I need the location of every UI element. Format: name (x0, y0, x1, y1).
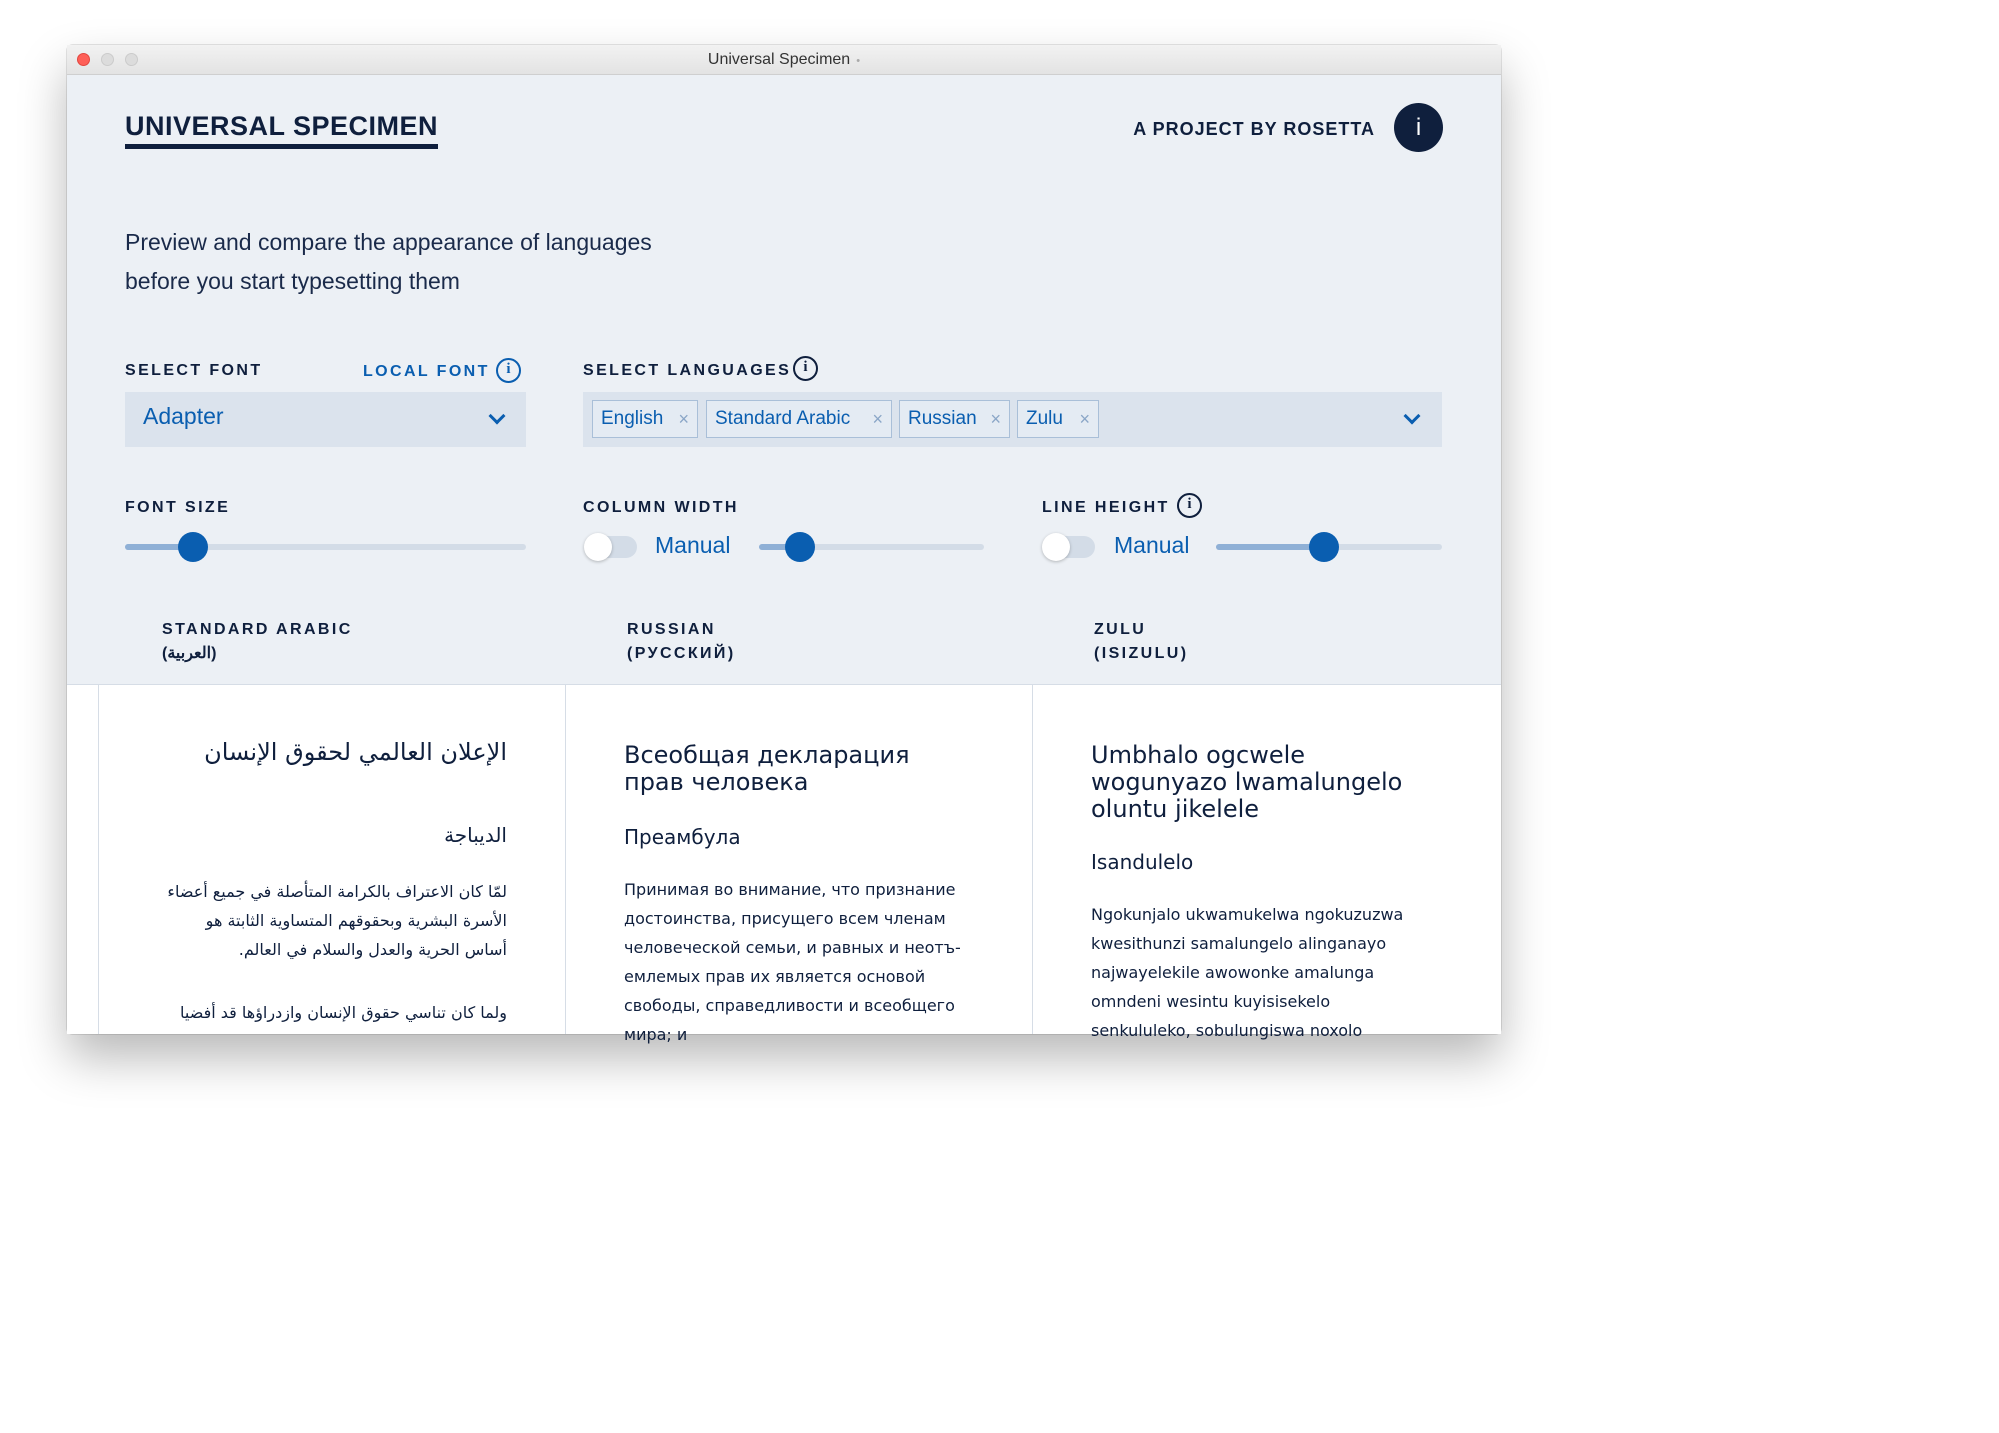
body-line: najwayelekile awowonke amalunga (1091, 963, 1375, 982)
font-select-value: Adapter (143, 403, 224, 429)
column-heading-russian (627, 618, 736, 666)
column-heading-line: ZULU (1094, 621, 1147, 638)
remove-tag-icon[interactable]: × (872, 409, 883, 429)
line-height-manual-toggle[interactable] (1043, 536, 1095, 558)
language-tag-label: Zulu (1026, 408, 1063, 429)
line-height-slider[interactable] (1216, 544, 1442, 550)
language-tag-standard-arabic (706, 400, 892, 438)
language-tag-label: English (601, 408, 664, 429)
app-window (67, 45, 1501, 1044)
column-width-manual-toggle[interactable] (585, 536, 637, 558)
column-heading-standard-arabic (162, 618, 353, 666)
local-font-link[interactable]: LOCAL FONT (363, 363, 490, 380)
language-tag-zulu (1017, 400, 1099, 438)
body-line: لمّا كان الاعتراف بالكرامة المتأصلة في جميع أعضاء (167, 882, 507, 901)
toggle-knob (584, 533, 612, 561)
column-heading-zulu (1094, 618, 1188, 666)
column-heading-native: (РУССКИЙ) (627, 645, 736, 662)
toggle-knob (1042, 533, 1070, 561)
select-font-label: SELECT FONT (125, 362, 263, 379)
title-line: Всеобщая декларация (624, 741, 910, 769)
column-heading-line: STANDARD ARABIC (162, 621, 353, 638)
body-line: أساس الحرية والعدل والسلام في العالم. (238, 940, 507, 959)
window-title-text: Universal Specimen (707, 51, 851, 68)
body-line: ولما كان تناسي حقوق الإنسان وازدراؤها قد أفضيا (179, 1003, 507, 1022)
language-tag-label: Standard Arabic (715, 408, 851, 429)
title-bar (67, 45, 1501, 75)
body-line: человеческой семьи, и равных и неотъ- (624, 938, 961, 957)
edited-marker: • (856, 55, 861, 67)
window-title (67, 51, 1501, 69)
select-languages-label: SELECT LANGUAGES (583, 362, 792, 379)
font-size-slider[interactable] (125, 544, 526, 550)
remove-tag-icon[interactable]: × (990, 409, 1001, 429)
specimen-title-russian (624, 742, 1024, 796)
body-line: мира; и (624, 1025, 688, 1044)
slider-thumb[interactable] (1309, 532, 1339, 562)
by-rosetta-link[interactable]: A PROJECT BY ROSETTA (1133, 119, 1375, 139)
column-heading-line: RUSSIAN (627, 621, 716, 638)
app-content (67, 75, 1501, 1044)
body-line: Принимая во внимание, что признание (624, 880, 956, 899)
line-height-label: LINE HEIGHT (1042, 499, 1170, 516)
remove-tag-icon[interactable]: × (1079, 409, 1090, 429)
specimen-subtitle-russian: Преамбула (624, 825, 741, 849)
language-tag-label: Russian (908, 408, 977, 429)
language-tag-russian (899, 400, 1010, 438)
specimen-title-arabic: الإعلان العالمي لحقوق الإنسان (204, 738, 507, 766)
specimen-subtitle-zulu: Isandulelo (1091, 850, 1194, 874)
remove-tag-icon[interactable]: × (678, 409, 689, 429)
column-divider (98, 685, 99, 1034)
font-select[interactable] (125, 392, 526, 447)
slider-fill (1216, 544, 1324, 550)
body-line: свободы, справедливости и всеобщего (624, 996, 955, 1015)
column-divider (565, 685, 566, 1034)
specimen-title-zulu (1091, 742, 1491, 823)
body-line: الأسرة البشرية وبحقوقهم المتساوية الثابتة هو (205, 911, 507, 930)
languages-multiselect[interactable] (583, 392, 1442, 447)
line-height-manual-label: Manual (1114, 532, 1190, 558)
column-heading-native: (ISIZULU) (1094, 645, 1189, 662)
column-width-label: COLUMN WIDTH (583, 499, 739, 516)
specimen-body-russian (624, 875, 1024, 1049)
title-line: прав человека (624, 768, 809, 796)
local-font-info-icon[interactable]: i (496, 358, 521, 383)
specimen-body-zulu (1091, 900, 1491, 1045)
column-divider (1032, 685, 1033, 1034)
column-width-manual-label: Manual (655, 532, 731, 558)
body-line: kwesithunzi samalungelo alinganayo (1091, 934, 1387, 953)
column-heading-native: (العربية) (162, 645, 217, 662)
brand-logo-link[interactable]: UNIVERSAL SPECIMEN (125, 111, 438, 149)
language-tag-english (592, 400, 698, 438)
font-size-label: FONT SIZE (125, 499, 231, 516)
body-line: емлемых прав их является основой (624, 967, 926, 986)
slider-thumb[interactable] (178, 532, 208, 562)
specimen-panels (67, 684, 1501, 1044)
body-line: достоинства, присущего всем членам (624, 909, 946, 928)
chevron-down-icon (489, 408, 506, 425)
column-width-slider[interactable] (759, 544, 984, 550)
chevron-down-icon (1404, 408, 1421, 425)
title-line: Umbhalo ogcwele (1091, 741, 1306, 769)
title-line: oluntu jikelele (1091, 795, 1260, 823)
body-line: Ngokunjalo ukwamukelwa ngokuzuzwa (1091, 905, 1404, 924)
body-line: senkululeko, sobulungiswa noxolo (1091, 1021, 1363, 1040)
tagline-line-1: Preview and compare the appearance of languages (125, 229, 652, 255)
slider-thumb[interactable] (785, 532, 815, 562)
specimen-subtitle-arabic: الديباجة (444, 823, 507, 847)
tagline (125, 223, 765, 301)
specimen-body-arabic (127, 877, 507, 1027)
tagline-line-2: before you start typesetting them (125, 268, 460, 294)
body-line: omndeni wesintu kuyisisekelo (1091, 992, 1331, 1011)
line-height-info-icon[interactable]: i (1177, 493, 1202, 518)
about-info-button[interactable]: i (1394, 103, 1443, 152)
title-line: wogunyazo lwamalungelo (1091, 768, 1403, 796)
languages-info-icon[interactable]: i (793, 356, 818, 381)
